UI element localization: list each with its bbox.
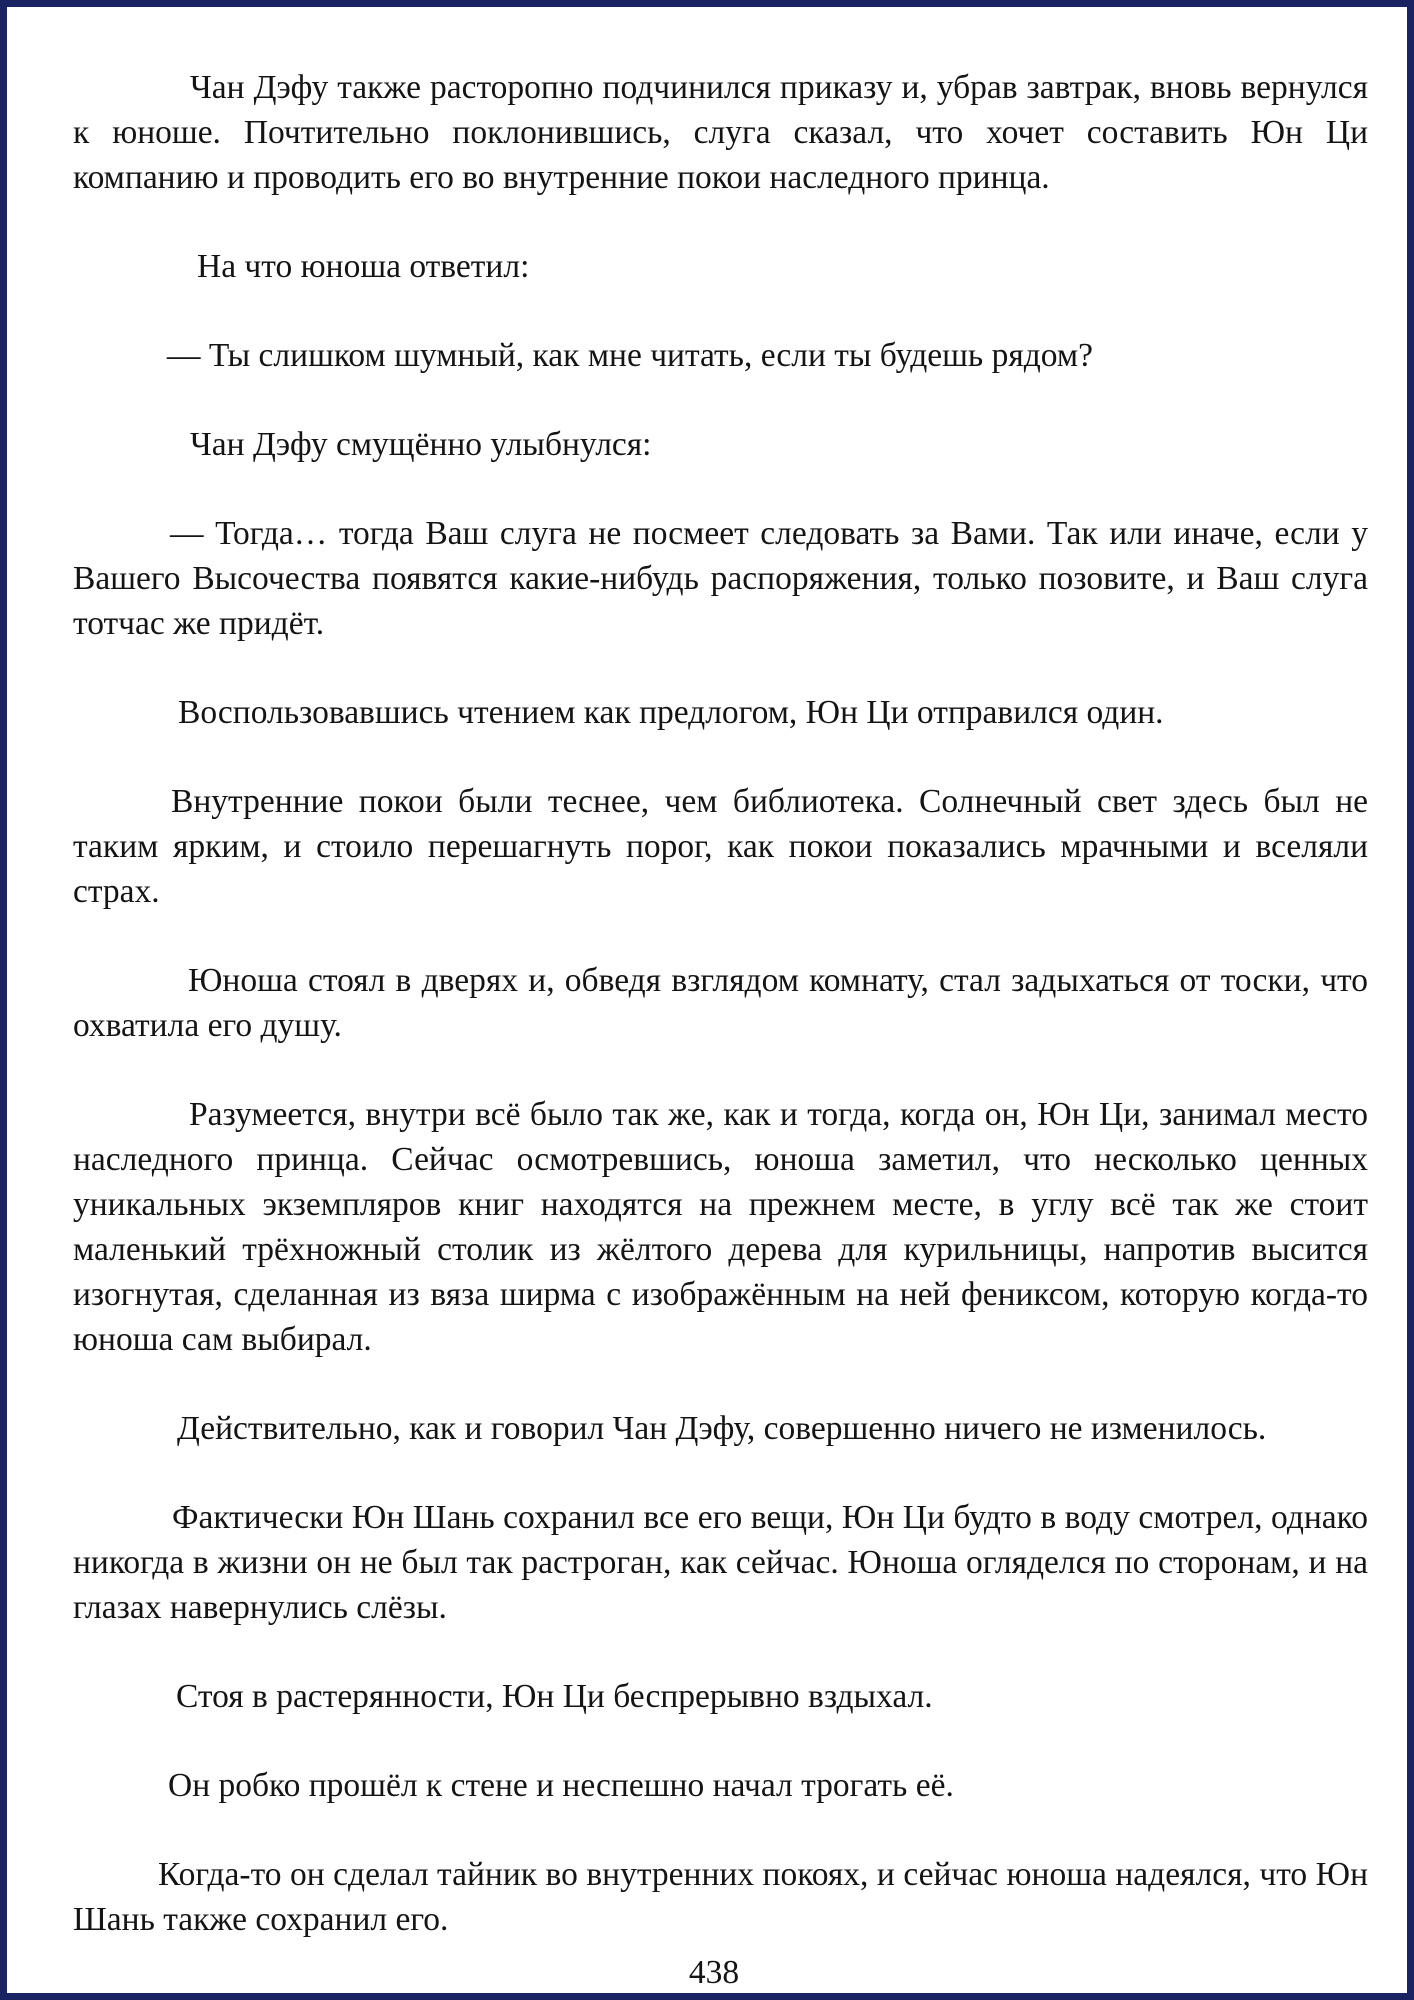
- paragraph-12: Стоя в растерянности, Юн Ци беспрерывно вздыхал.: [176, 1678, 933, 1715]
- paragraph-7: Внутренние покои были теснее, чем библиотека. Солнечный свет здесь был не таким ярким, и стоило перешагнуть порог, как покои показались мрачными и вселяли страх.: [73, 783, 1368, 910]
- page-number: 438: [688, 1954, 740, 1991]
- paragraph-10: Действительно, как и говорил Чан Дэфу, совершенно ничего не изменилось.: [177, 1410, 1267, 1447]
- paragraph-14: Когда-то он сделал тайник во внутренних покоях, и сейчас юноша надеялся, что Юн Шань также сохранил его.: [73, 1856, 1368, 1938]
- paragraph-1: Чан Дэфу также расторопно подчинился приказу и, убрав завтрак, вновь вернулся к юноше. Почтительно поклонившись, слуга сказал, что хочет составить Юн Ци компанию и проводить его во внутренние покои наследного принца.: [73, 69, 1368, 196]
- paragraph-13: Он робко прошёл к стене и неспешно начал трогать её.: [168, 1767, 954, 1804]
- paragraph-3: — Ты слишком шумный, как мне читать, если ты будешь рядом?: [167, 337, 1093, 374]
- paragraph-8: Юноша стоял в дверях и, обведя взглядом комнату, стал задыхаться от тоски, что охватила его душу.: [73, 962, 1368, 1044]
- paragraph-6: Воспользовавшись чтением как предлогом, Юн Ци отправился один.: [178, 694, 1164, 731]
- paragraph-5: — Тогда… тогда Ваш слуга не посмеет следовать за Вами. Так или иначе, если у Вашего Высочества появятся какие-нибудь распоряжения, только позовите, и Ваш слуга тотчас же придёт.: [73, 515, 1368, 642]
- paragraph-11: Фактически Юн Шань сохранил все его вещи, Юн Ци будто в воду смотрел, однако никогда в жизни он не был так растроган, как сейчас. Юноша огляделся по сторонам, и на глазах навернулись слёзы.: [73, 1499, 1368, 1626]
- paragraph-2: На что юноша ответил:: [197, 248, 530, 285]
- paragraph-9: Разумеется, внутри всё было так же, как и тогда, когда он, Юн Ци, занимал место наследного принца. Сейчас осмотревшись, юноша заметил, что несколько ценных уникальных экземпляров книг находятся на прежнем месте, в углу всё так же стоит маленький трёхножный столик из жёлтого дерева для курильницы, напротив высится изогнутая, сделанная из вяза ширма с изображённым на ней фениксом, которую когда-то юноша сам выбирал.: [73, 1096, 1368, 1358]
- page-body: [73, 65, 1368, 1942]
- paragraph-4: Чан Дэфу смущённо улыбнулся:: [190, 426, 652, 463]
